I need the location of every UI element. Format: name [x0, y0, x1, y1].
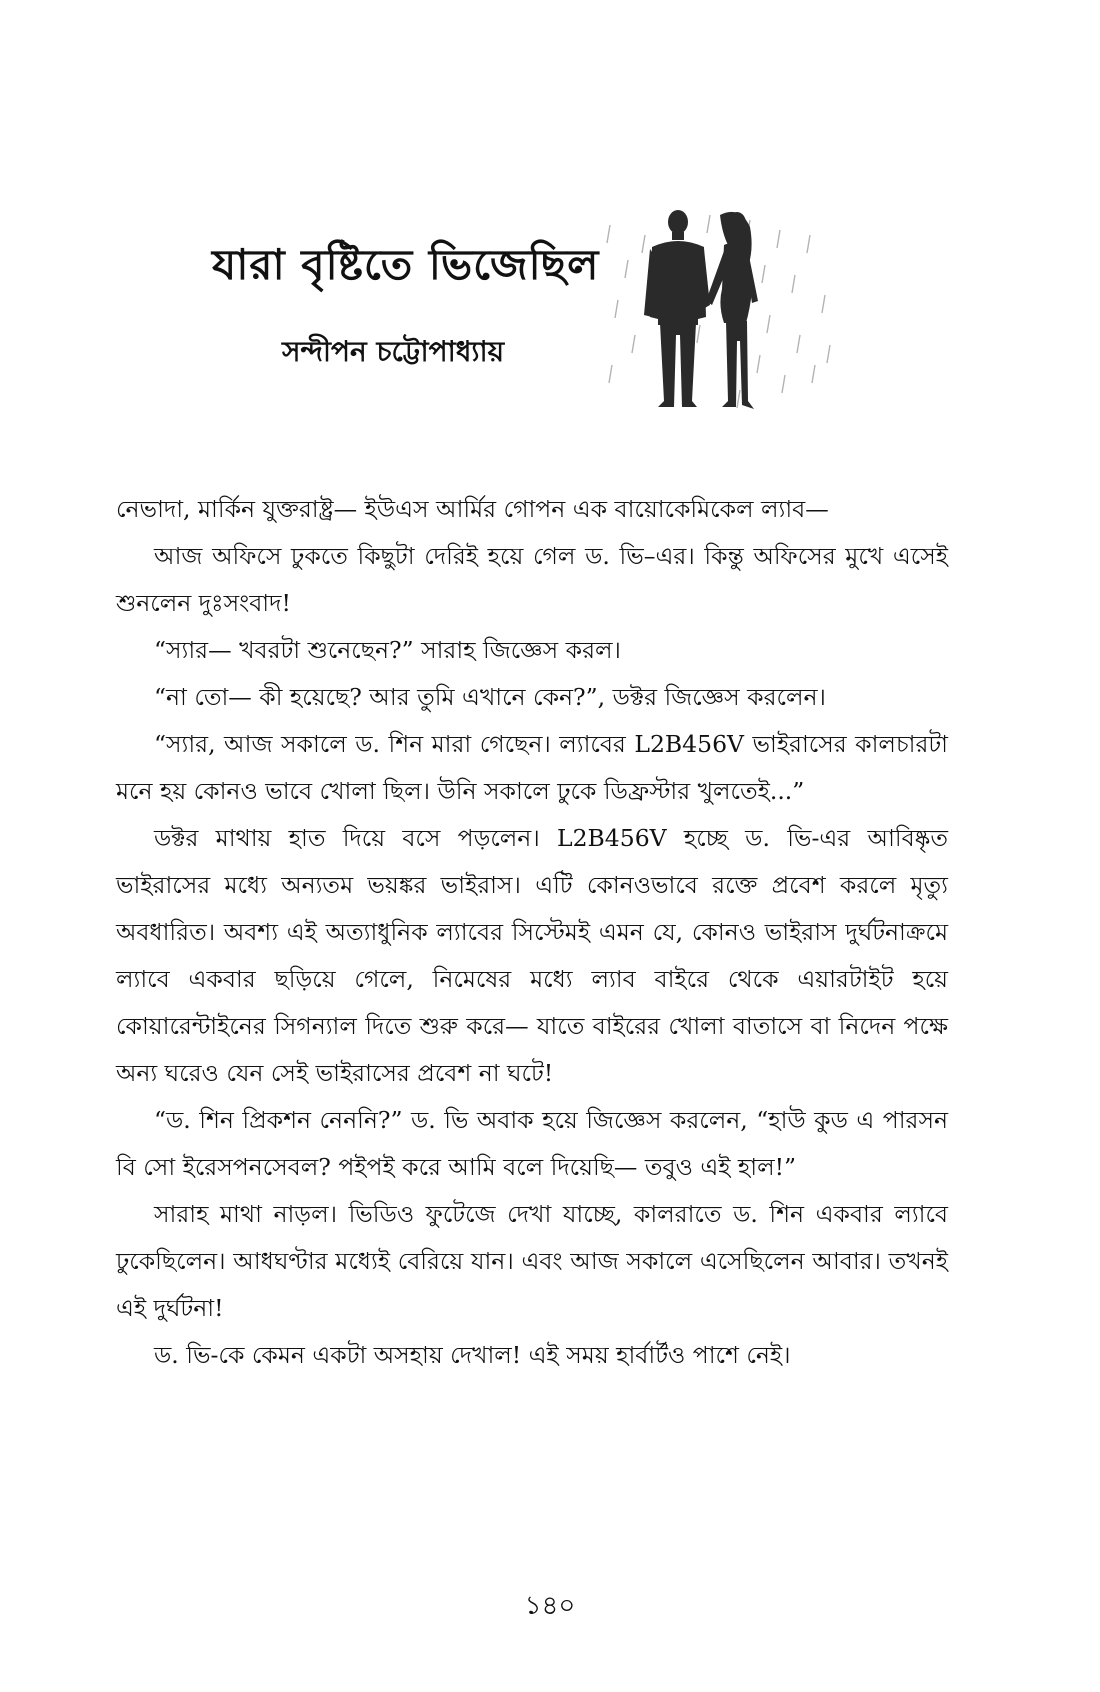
paragraph: নেভাদা, মার্কিন যুক্তরাষ্ট্র— ইউএস আর্মির গোপন এক বায়োকেমিকেল ল্যাব— [116, 495, 829, 523]
woman-silhouette [706, 212, 758, 409]
story-title: যারা বৃষ্টিতে ভিজেছিল [212, 240, 600, 289]
body-text [116, 486, 948, 1379]
man-silhouette [644, 210, 710, 407]
paragraph: “স্যার— খবরটা শুনেছেন?” সারাহ জিজ্ঞেস করল। [154, 636, 621, 664]
rain-streaks [607, 215, 830, 408]
paragraph: সারাহ মাথা নাড়ল। ভিডিও ফুটেজে দেখা যাচ্ছে, কালরাতে ড. শিন একবার ল্যাবে ঢুকেছিলেন। আধঘণ্টার মধ্যেই বেরিয়ে যান। এবং আজ সকালে এসেছিলেন আবার। তখনই এই দুর্ঘটনা! [116, 1200, 948, 1322]
paragraph: “না তো— কী হয়েছে? আর তুমি এখানে কেন?”, ডক্টর জিজ্ঞেস করলেন। [154, 683, 826, 711]
paragraph: “ড. শিন প্রিকশন নেননি?” ড. ভি অবাক হয়ে জিজ্ঞেস করলেন, “হাউ কুড এ পারসন বি সো ইরেসপনসেবল? পইপই করে আমি বলে দিয়েছি— তবুও এই হাল!” [116, 1106, 948, 1181]
page-number: ১৪০ [524, 1591, 576, 1621]
couple-in-rain-silhouette-icon [600, 205, 840, 415]
paragraph: আজ অফিসে ঢুকতে কিছুটা দেরিই হয়ে গেল ড. ভি–এর। কিন্তু অফিসের মুখে এসেই শুনলেন দুঃসংবাদ! [116, 542, 948, 617]
paragraph: ডক্টর মাথায় হাত দিয়ে বসে পড়লেন। L2B456V হচ্ছে ড. ভি-এর আবিষ্কৃত ভাইরাসের মধ্যে অন্যতম ভয়ঙ্কর ভাইরাস। এটি কোনওভাবে রক্তে প্রবেশ করলে মৃত্যু অবধারিত। অবশ্য এই অত্যাধুনিক ল্যাবের সিস্টেমই এমন যে, কোনও ভাইরাস দুর্ঘটনাক্রমে ল্যাবে একবার ছড়িয়ে গেলে, নিমেষের মধ্যে ল্যাব বাইরে থেকে এয়ারটাইট হয়ে কোয়ারেন্টাইনের সিগন্যাল দিতে শুরু করে— যাতে বাইরের খোলা বাতাসে বা নিদেন পক্ষে অন্য ঘরেও যেন সেই ভাইরাসের প্রবেশ না ঘটে! [116, 824, 948, 1087]
paragraph: ড. ভি-কে কেমন একটা অসহায় দেখাল! এই সময় হার্বার্টও পাশে নেই। [154, 1341, 791, 1369]
paragraph: “স্যার, আজ সকালে ড. শিন মারা গেছেন। ল্যাবের L2B456V ভাইরাসের কালচারটা মনে হয় কোনও ভাবে খোলা ছিল। উনি সকালে ঢুকে ডিফ্রস্টার খুলতেই...” [116, 730, 948, 805]
story-author: সন্দীপন চট্টোপাধ্যায় [282, 335, 505, 368]
